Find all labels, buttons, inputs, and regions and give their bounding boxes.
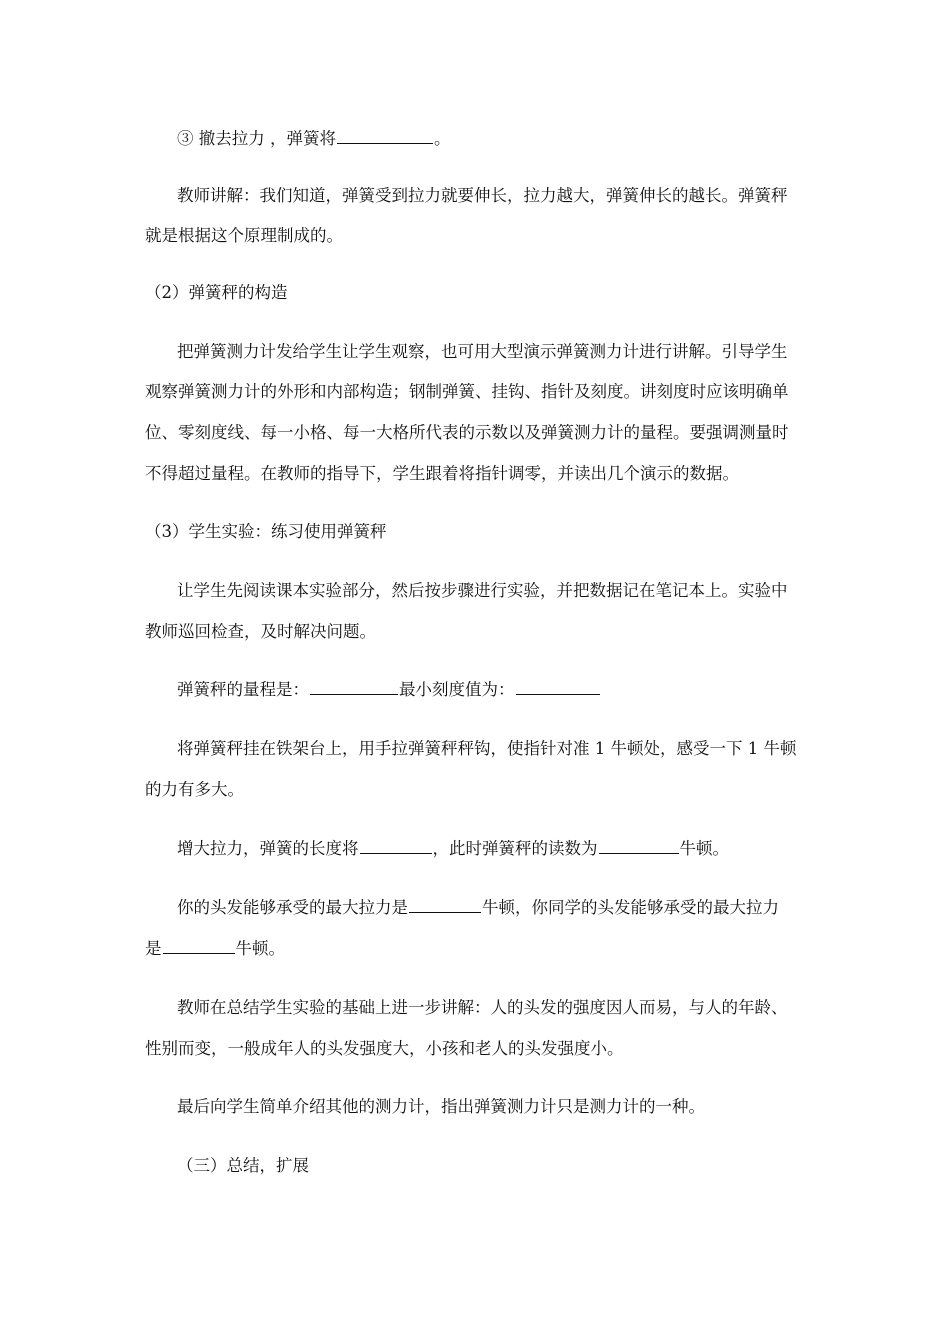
my-hair-blank[interactable]: [409, 898, 481, 913]
text: ③ 撤去拉力 ，弹簧将: [177, 129, 336, 148]
paragraph-structure-line2: 观察弹簧测力计的外形和内部构造；钢制弹簧、挂钩、指针及刻度。讲刻度时应该明确单: [145, 382, 789, 401]
text: 最小刻度值为：: [399, 680, 515, 699]
paragraph-hang-scale-line1: 将弹簧秤挂在铁架台上，用手拉弹簧秤秤钩，使指针对准 1 牛顿处，感受一下 1 牛顿: [177, 739, 797, 758]
paragraph-hang-scale-line2: 的力有多大。: [145, 780, 244, 799]
text: 牛顿。: [235, 939, 285, 958]
paragraph-teacher-explain-line2: 就是根据这个原理制成的。: [145, 226, 343, 245]
text: ，此时弹簧秤的读数为: [432, 839, 598, 858]
text: 是: [145, 939, 162, 958]
fill-blank[interactable]: [337, 129, 433, 144]
paragraph-range-question: [177, 680, 601, 700]
section-heading-3: （3）学生实验：练习使用弹簧秤: [145, 522, 387, 541]
paragraph-experiment-line1: 让学生先阅读课本实验部分，然后按步骤进行实验，并把数据记在笔记本上。实验中: [177, 581, 788, 600]
reading-blank[interactable]: [599, 839, 679, 854]
paragraph-structure-line4: 不得超过量程。在教师的指导下，学生跟着将指针调零，并读出几个演示的数据。: [145, 464, 739, 483]
paragraph-release-force: [177, 129, 451, 149]
text: 你的头发能够承受的最大拉力是: [177, 898, 408, 917]
text: 弹簧秤的量程是：: [177, 680, 309, 699]
section-heading-summary: （三）总结，扩展: [177, 1156, 309, 1175]
paragraph-structure-line1: 把弹簧测力计发给学生让学生观察，也可用大型演示弹簧测力计进行讲解。引导学生: [177, 342, 788, 361]
text: 牛顿，你同学的头发能够承受的最大拉力: [482, 898, 779, 917]
paragraph-structure-line3: 位、零刻度线、每一小格、每一大格所代表的示数以及弹簧测力计的量程。要强调测量时: [145, 423, 789, 442]
text: 增大拉力，弹簧的长度将: [177, 839, 359, 858]
range-blank[interactable]: [310, 680, 398, 695]
min-scale-blank[interactable]: [516, 680, 600, 695]
paragraph-hair-force-line2: [145, 939, 285, 959]
paragraph-hair-force-line1: [177, 898, 779, 918]
paragraph-increase-force: [177, 839, 729, 859]
classmate-hair-blank[interactable]: [163, 939, 235, 954]
paragraph-summary-line2: 性别而变，一般成年人的头发强度大，小孩和老人的头发强度小。: [145, 1039, 624, 1058]
paragraph-summary-line1: 教师在总结学生实验的基础上进一步讲解：人的头发的强度因人而易，与人的年龄、: [177, 998, 788, 1017]
length-blank[interactable]: [360, 839, 432, 854]
section-heading-2: （2）弹簧秤的构造: [145, 283, 288, 302]
text: 。: [434, 129, 451, 148]
paragraph-other-meters: 最后向学生简单介绍其他的测力计，指出弹簧测力计只是测力计的一种。: [177, 1097, 705, 1116]
text: 牛顿。: [679, 839, 729, 858]
paragraph-teacher-explain-line1: 教师讲解：我们知道，弹簧受到拉力就要伸长，拉力越大，弹簧伸长的越长。弹簧秤: [177, 186, 788, 205]
paragraph-experiment-line2: 教师巡回检查，及时解决问题。: [145, 622, 376, 641]
